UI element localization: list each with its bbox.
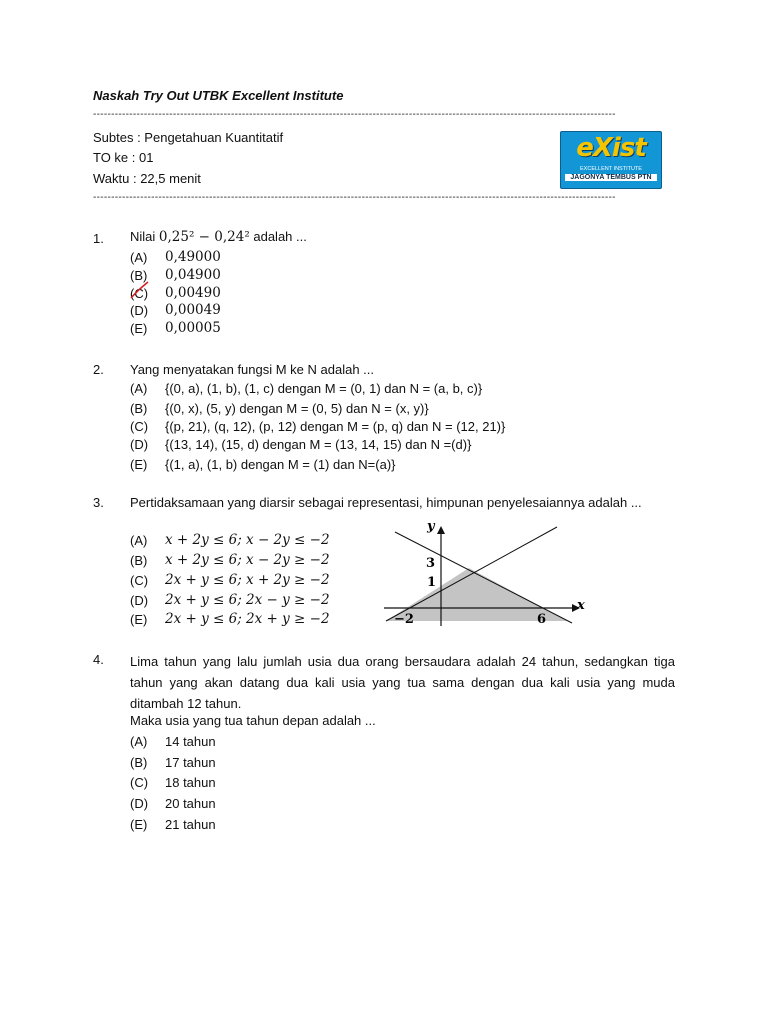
q4-option-label: (E) [130, 817, 148, 832]
q3-option-label: (A) [130, 533, 148, 548]
q1-option-value: 0,00049 [165, 302, 221, 318]
q1-text-after: adalah ... [249, 229, 307, 244]
separator-top: ------------------------------------------------------------------------------------------------------------------------------------------------ [93, 109, 616, 120]
inequality-graph [380, 512, 595, 632]
q4-option-value: 18 tahun [165, 775, 216, 790]
q1-text [130, 229, 307, 245]
q1-number: 1. [93, 231, 104, 246]
q4-prompt: Maka usia yang tua tahun depan adalah ... [130, 713, 376, 728]
document-title: Naskah Try Out UTBK Excellent Institute [93, 88, 344, 103]
q3-option-value: x + 2y ≤ 6; x − 2y ≤ −2 [165, 532, 330, 548]
q2-option-label: (B) [130, 401, 148, 416]
q4-option-value: 14 tahun [165, 734, 216, 749]
q4-text: Lima tahun yang lalu jumlah usia dua orang bersaudara adalah 24 tahun, sedangkan tiga tahun yang akan datang dua kali usia yang tua sama dengan dua kali usia yang muda ditambah 12 tahun. [130, 654, 675, 711]
answer-mark-icon [126, 280, 152, 302]
q1-option-label: (A) [130, 250, 148, 265]
q4-option-label: (D) [130, 796, 149, 811]
q2-number: 2. [93, 362, 104, 377]
q4-option-value: 21 tahun [165, 817, 216, 832]
logo-word: eXist [576, 133, 646, 163]
q1-option-label: (B) [130, 268, 148, 283]
q1-option-value: 0,49000 [165, 249, 221, 265]
q3-option-value: 2x + y ≤ 6; 2x + y ≥ −2 [165, 611, 330, 627]
q3-option-label: (B) [130, 553, 148, 568]
q2-option-value: {(0, a), (1, b), (1, c) dengan M = (0, 1) dan N = (a, b, c)} [165, 381, 483, 396]
q1-option-value: 0,00490 [165, 285, 221, 301]
q2-option-value: {(p, 21), (q, 12), (p, 12) dengan M = (p, q) dan N = (12, 21)} [165, 419, 506, 434]
q2-option-value: {(13, 14), (15, d) dengan M = (13, 14, 15) dan N =(d)} [165, 437, 472, 452]
q1-option-label: (D) [130, 303, 149, 318]
q2-option-value: {(1, a), (1, b) dengan M = (1) dan N=(a)} [165, 457, 396, 472]
q4-option-value: 17 tahun [165, 755, 216, 770]
subtes-line: Subtes : Pengetahuan Kuantitatif [93, 130, 284, 145]
q3-option-label: (C) [130, 573, 149, 588]
waktu-line: Waktu : 22,5 menit [93, 171, 201, 186]
q1-text-before: Nilai [130, 229, 159, 244]
q2-option-label: (A) [130, 381, 148, 396]
q2-option-value: {(0, x), (5, y) dengan M = (0, 5) dan N = (x, y)} [165, 401, 429, 416]
separator-bottom: ------------------------------------------------------------------------------------------------------------------------------------------------ [93, 192, 616, 203]
logo-line2: JAGONYA TEMBUS PTN [565, 174, 657, 181]
label-y3: 3 [426, 556, 436, 571]
q3-option-value: 2x + y ≤ 6; 2x − y ≥ −2 [165, 592, 330, 608]
label-y1: 1 [427, 575, 437, 590]
logo-line1: EXCELLENT INSTITUTE [580, 166, 642, 172]
y-axis-arrow-icon [437, 526, 445, 534]
q2-option-label: (D) [130, 437, 149, 452]
q4-option-label: (A) [130, 734, 148, 749]
q4-option-value: 20 tahun [165, 796, 216, 811]
q3-option-label: (E) [130, 612, 148, 627]
q4-option-label: (C) [130, 775, 149, 790]
q3-option-value: 2x + y ≤ 6; x + 2y ≥ −2 [165, 572, 330, 588]
q1-expression: 0,25² − 0,24² [158, 229, 250, 245]
q4-option-label: (B) [130, 755, 148, 770]
y-axis-label: y [427, 519, 435, 534]
q3-number: 3. [93, 495, 104, 510]
q1-option-label: (E) [130, 321, 148, 336]
q1-option-value: 0,04900 [165, 267, 221, 283]
exist-logo [560, 131, 662, 189]
q3-text: Pertidaksamaan yang diarsir sebagai representasi, himpunan penyelesaiannya adalah ... [130, 495, 642, 510]
q3-option-label: (D) [130, 593, 149, 608]
x-axis-label: x [577, 598, 585, 613]
q1-option-value: 0,00005 [165, 320, 221, 336]
to-line: TO ke : 01 [93, 150, 154, 165]
q2-option-label: (E) [130, 457, 148, 472]
q3-option-value: x + 2y ≤ 6; x − 2y ≥ −2 [165, 552, 330, 568]
q2-text: Yang menyatakan fungsi M ke N adalah ... [130, 362, 375, 377]
label-x6: 6 [537, 612, 547, 627]
q1-option-label: (C) [130, 286, 149, 301]
label-x-neg2: −2 [394, 612, 414, 627]
q4-number: 4. [93, 652, 104, 667]
q2-option-label: (C) [130, 419, 149, 434]
